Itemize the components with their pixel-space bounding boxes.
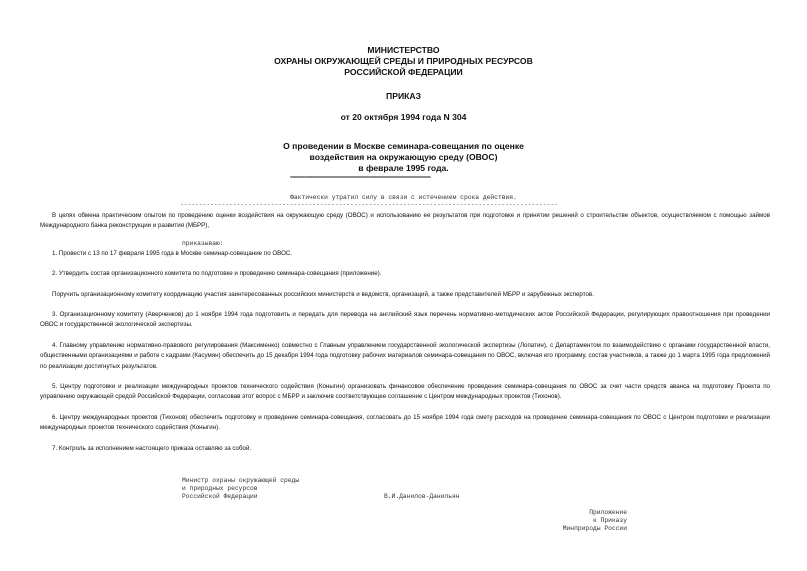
list-item-3: 3. Организационному комитету (Аверченков) до 1 ноября 1994 года подготовить и передать для перевода на английский язык перечень нормативно-методических актов Российской Федерации, регулирующих правоотношения при проведении ОВОС и государственной экологической экспертизы.	[40, 311, 770, 329]
signature-title-3: Российской Федерации	[182, 493, 258, 500]
document-date: от 20 октября 1994 года N 304	[340, 112, 467, 122]
signature-title-1: Министр охраны окружающей среды	[182, 477, 300, 484]
title-line-3: в феврале 1995 года.	[358, 163, 449, 173]
list-item-1: 1. Провести с 13 по 17 февраля 1995 года в Москве семинар-совещание по ОВОС.	[52, 250, 293, 257]
order-word: приказываю:	[182, 240, 224, 247]
title-line-2: воздействия на окружающую среду (ОВОС)	[309, 152, 498, 162]
list-item-4: 4. Главному управлению нормативно-правового регулирования (Максименко) совместно с Главным управлением государственной экологической экспертизы (Лопатин), с Департаментом по взаимодействию с органами государственной власти, общественными организациями и работе с кадрами (Касумян) обеспечить до 15 декабря 1994 года подготовку рабочих материалов семинара-совещания по ОВОС, включая его программу, состав участников, а также до 1 марта 1995 года предложений по реализации достигнутых результатов.	[40, 342, 770, 370]
ministry-line-2: ОХРАНЫ ОКРУЖАЮЩЕЙ СРЕДЫ И ПРИРОДНЫХ РЕСУРСОВ	[274, 56, 533, 66]
status-note: Фактически утратил силу в связи с истечением срока действия.	[290, 194, 517, 201]
title-line-1: О проведении в Москве семинара-совещания по оценке	[283, 141, 524, 151]
list-item-6: 6. Центру международных проектов (Тихонов) обеспечить подготовку и проведение семинара-совещания, согласовать до 15 ноября 1994 года смету расходов на проведение семинара-совещания по ОВОС с Центром подготовки и реализации международных проектов технического содействия (Коныгин).	[40, 414, 770, 432]
intro-paragraph: В целях обмена практическим опытом по проведению оценки воздействия на окружающую среду (ОВОС) и использованию ее результатов при подготовке и принятии решений о строительстве объектов, осуществляемом с помощью займов Международного банка реконструкции и развития (МБРР),	[40, 212, 770, 230]
title-separator: --------------------------------------------------------------------	[290, 172, 431, 181]
signature-name: В.И.Данилов-Данильян	[384, 493, 460, 500]
appendix-line-3: Минприроды России	[562, 525, 627, 532]
appendix-line-1: Приложение	[589, 509, 627, 516]
ministry-line-1: МИНИСТЕРСТВО	[367, 45, 440, 55]
document-type: ПРИКАЗ	[386, 91, 421, 101]
ministry-line-3: РОССИЙСКОЙ ФЕДЕРАЦИИ	[344, 67, 463, 77]
appendix-line-2: к Приказу	[592, 517, 627, 524]
list-item-2: 2. Утвердить состав организационного комитета по подготовке и проведению семинара-совещания (приложение).	[52, 270, 382, 277]
list-item-7: 7. Контроль за исполнением настоящего приказа оставляю за собой.	[52, 445, 252, 452]
status-dashes: ----------------------------------------------------------------------------------------------------	[180, 201, 558, 208]
list-item-5: 5. Центру подготовки и реализации международных проектов технического содействия (Коныгин) организовать финансовое обеспечение проведения семинара-совещания по ОВОС за счет части средств аванса на подготовку Проекта по управлению окружающей средой Российской Федерации, согласовав этот вопрос с МБРР и заключив соответствующее соглашение с Центром международных проектов (Тихонов).	[40, 383, 770, 401]
list-item-2-note: Поручить организационному комитету координацию участия заинтересованных российских министерств и ведомств, организаций, а также представителей МБРР и зарубежных экспертов.	[52, 291, 594, 298]
signature-title-2: и природных ресурсов	[182, 485, 258, 492]
